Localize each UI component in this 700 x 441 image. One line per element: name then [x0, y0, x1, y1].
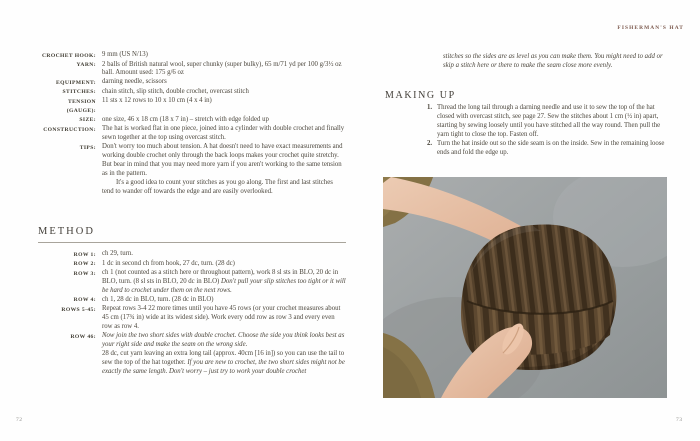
- row-text: 1 dc in second ch from hook, 27 dc, turn. (28 dc): [102, 259, 235, 267]
- method-divider-rule: [38, 242, 346, 243]
- spec-label: TENSION (GAUGE):: [66, 98, 96, 114]
- step-text: Turn the hat inside out so the side seam is on the inside. Sew in the remaining loose ends and fold the edge up.: [437, 139, 665, 156]
- spec-value: [102, 143, 346, 196]
- method-row-2: [38, 260, 346, 270]
- spec-label: EQUIPMENT:: [56, 79, 96, 86]
- row-instruction: [102, 332, 346, 377]
- tips-paragraph-2: It's a good idea to count your stitches as you go along. The first and last stitches tend to wander off towards the edge and are easily overlooked.: [102, 178, 333, 195]
- spec-label: CROCHET HOOK:: [41, 52, 96, 59]
- method-instructions: [38, 250, 346, 376]
- spec-row-size: [38, 116, 346, 126]
- pattern-spec-list: [38, 51, 346, 196]
- spec-label: SIZE:: [79, 117, 96, 124]
- row-text: ch 1 (not counted as a stitch here or throughout pattern), work 8 sl sts in BLO, 20 dc in BLO, turn. (8 sl sts in BLO, 20 dc in BLO): [102, 269, 339, 285]
- spec-row-crochet-hook: [38, 51, 346, 61]
- running-header: FISHERMAN'S HAT: [617, 25, 684, 31]
- row-label: ROWS 5-45:: [61, 306, 96, 313]
- row-tip-italic: If you are new to crochet, the two short sides might not be exactly the same length. Don't worry – just try to work your double crochet: [102, 358, 345, 375]
- row-instruction: [102, 296, 346, 305]
- continuation-paragraph: stitches so the sides are as level as you can make them. You might need to add or skip a stitch here or there to make the seam close more evenly.: [443, 53, 663, 69]
- spec-value: chain stitch, slip stitch, double crochet, overcast stitch: [102, 87, 249, 95]
- step-text: Thread the long tail through a darning needle and use it to sew the top of the hat closed with overcast stitch, see page 27. Sew the stitches about 1 cm (½ in) apart, starting by sewing loosely until you have stitched all the way round. Then pull the yarn tight to close the top. Fasten off.: [437, 104, 661, 138]
- spec-row-construction: [38, 125, 346, 143]
- spec-row-yarn: [38, 61, 346, 79]
- row-text: 28 dc, cut yarn leaving an extra long tail (approx. 40cm [16 in]) so you can use the tail to sew the top of the hat together.: [102, 349, 345, 366]
- step-number: 1.: [427, 104, 433, 111]
- spec-value: darning needle, scissors: [102, 78, 167, 86]
- row-text: ch 1, 28 dc in BLO, turn. (28 dc in BLO): [102, 295, 214, 303]
- row-text: ch 29, turn.: [102, 250, 133, 257]
- method-rows-5-45: [38, 305, 346, 332]
- row-tip-italic: Now join the two short sides with double crochet. Choose the side you think looks best as your right side and make the seam on the wrong side.: [102, 331, 345, 348]
- row-label: ROW 4:: [73, 297, 96, 304]
- spec-row-equipment: [38, 78, 346, 88]
- row-label: ROW 46:: [70, 333, 96, 340]
- spec-label: YARN:: [76, 62, 96, 69]
- spec-value: The hat is worked flat in one piece, joined into a cylinder with double crochet and finally sewn together at the top using overcast stitch.: [102, 125, 345, 142]
- row-instruction: [102, 305, 346, 332]
- making-up-steps: [427, 104, 673, 157]
- method-heading: METHOD: [38, 226, 95, 237]
- method-row-3: [38, 269, 346, 296]
- spec-row-tension: [38, 97, 346, 115]
- spec-value: 11 sts x 12 rows to 10 x 10 cm (4 x 4 in): [102, 97, 212, 105]
- spec-row-stitches: [38, 88, 346, 98]
- spec-label: CONSTRUCTION:: [43, 126, 96, 133]
- making-up-step-2: [427, 140, 673, 158]
- row-label: ROW 1:: [73, 251, 96, 258]
- making-up-step-1: [427, 104, 673, 140]
- row-instruction: [102, 250, 346, 259]
- step-number: 2.: [427, 139, 433, 147]
- spec-value: 9 mm (US N/13): [102, 51, 148, 58]
- method-row-4: [38, 296, 346, 306]
- spec-value: 2 balls of British natural wool, super chunky (super bulky), 65 m/71 yd per 100 g/3½ oz ball. Amount used: 175 g/6 oz: [102, 60, 342, 77]
- page-number-left: 72: [16, 417, 23, 423]
- hat-photo: [383, 177, 667, 398]
- method-row-1: [38, 250, 346, 260]
- spec-label: TIPS:: [79, 144, 96, 151]
- tips-paragraph-1: Don't worry too much about tension. A hat doesn't need to have exact measurements and working double crochet only through the back loops makes your crochet quite stretchy. But bear in mind that you may need more yarn if you aren't working to the same tension as in the pattern.: [102, 143, 343, 177]
- row-label: ROW 3:: [73, 270, 96, 277]
- row-tip-italic: Don't pull your slip stitches too tight or it will be hard to crochet under them on the next rows.: [102, 277, 346, 294]
- spec-row-tips: [38, 143, 346, 196]
- row-instruction: [102, 260, 346, 269]
- spec-value: one size, 46 x 18 cm (18 x 7 in) – stretch with edge folded up: [102, 115, 269, 123]
- row-text-block: [102, 350, 346, 377]
- row-instruction: [102, 269, 346, 296]
- spec-label: STITCHES:: [62, 89, 96, 96]
- making-up-heading: MAKING UP: [385, 90, 456, 101]
- row-label: ROW 2:: [73, 261, 96, 268]
- row-text: Repeat rows 3-4 22 more times until you have 45 rows (or your crochet measures about 45 cm (17¾ in) wide at its widest side). Work every odd row as row 3 and every even row as row 4.: [102, 305, 341, 331]
- page-number-right: 73: [676, 417, 683, 423]
- hat-photo-illustration: [383, 177, 667, 398]
- method-row-46: [38, 332, 346, 377]
